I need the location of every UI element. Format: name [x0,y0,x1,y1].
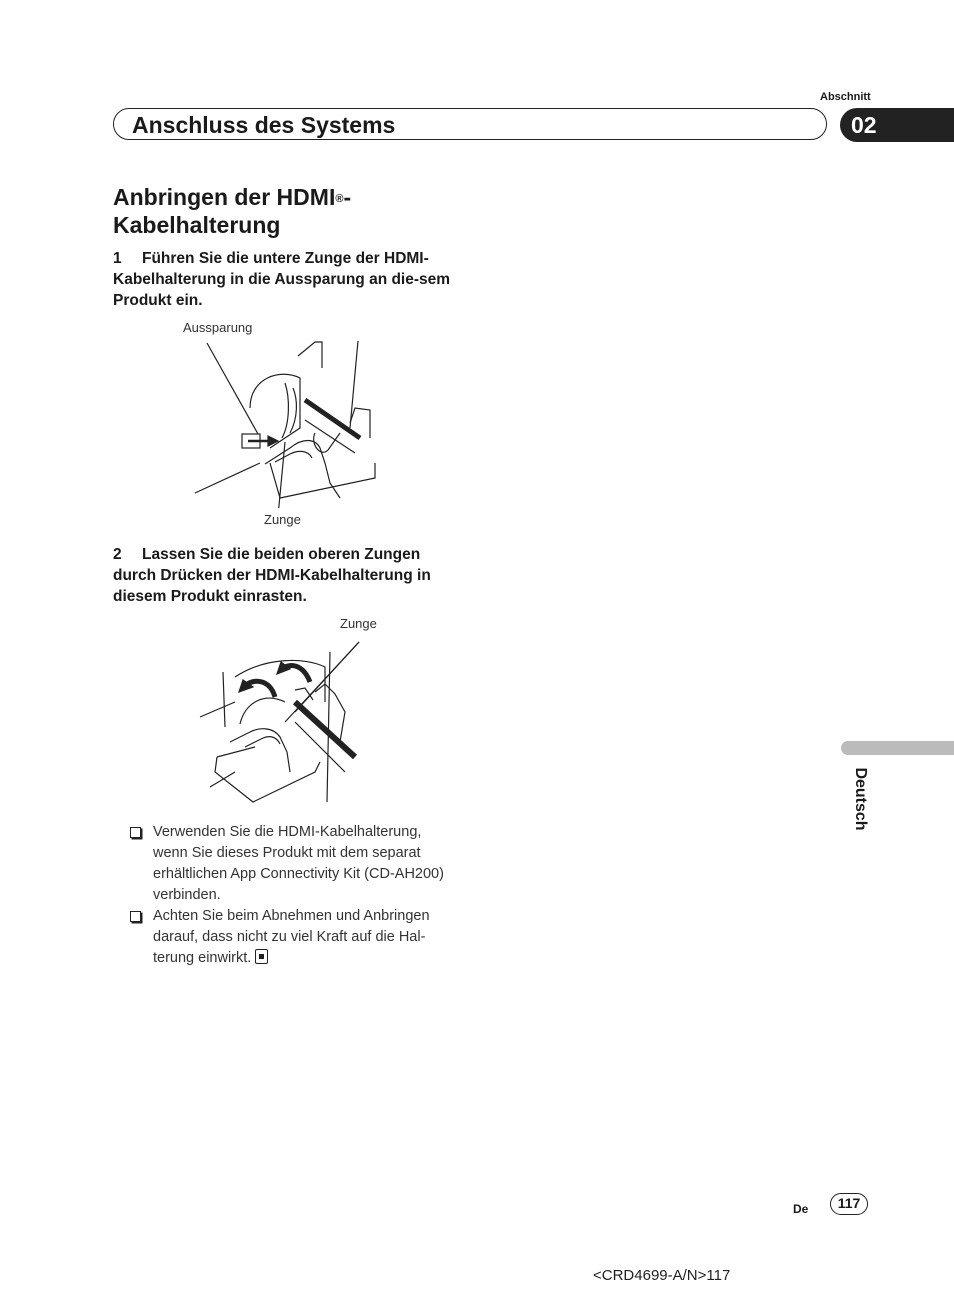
figure-label-recess: Aussparung [183,320,253,335]
footer-lang-code: De [793,1202,809,1216]
heading-line1: Anbringen der HDMI [113,184,336,210]
figure-latch-upper-tabs [195,632,370,807]
figure-label-tabs: Zunge [340,616,377,631]
heading-line2: Kabelhalterung [113,212,281,238]
checkbox-bullet-icon [130,911,141,922]
chapter-title: Anschluss des Systems [132,112,396,138]
page-number: 117 [830,1193,868,1215]
section-label: Abschnitt [820,91,871,103]
heading-hyphen: - [343,184,352,210]
document-code: <CRD4699-A/N>117 [593,1267,731,1284]
step-text: Führen Sie die untere Zunge der HDMI-Kabelhalterung in die Aussparung an die-sem Produkt ein. [113,250,451,309]
note-text: Achten Sie beim Abnehmen und Anbringen darauf, dass nicht zu viel Kraft auf die Hal-terung einwirkt. [153,908,430,966]
figure-insert-lower-tab [190,338,390,508]
figure-label-tab: Zunge [264,512,301,527]
language-label: Deutsch [852,767,869,831]
note-text: Verwenden Sie die HDMI-Kabelhalterung, wenn Sie dieses Produkt mit dem separat erhältlichen App Connectivity Kit (CD-AH200) verbinden. [153,824,444,903]
note-item [130,906,460,969]
step-text: Lassen Sie die beiden oberen Zungen durch Drücken der HDMI-Kabelhalterung in diesem Produkt einrasten. [113,546,431,605]
note-item [130,822,460,906]
end-of-section-icon [255,949,268,964]
step-2 [113,544,463,607]
registered-mark: ® [335,193,344,205]
checkbox-bullet-icon [130,827,141,838]
step-number: 2 [113,546,122,563]
step-number: 1 [113,250,122,267]
language-tab-bar [841,741,954,755]
section-number: 02 [851,112,877,138]
page-heading [113,183,453,239]
step-1 [113,248,463,311]
